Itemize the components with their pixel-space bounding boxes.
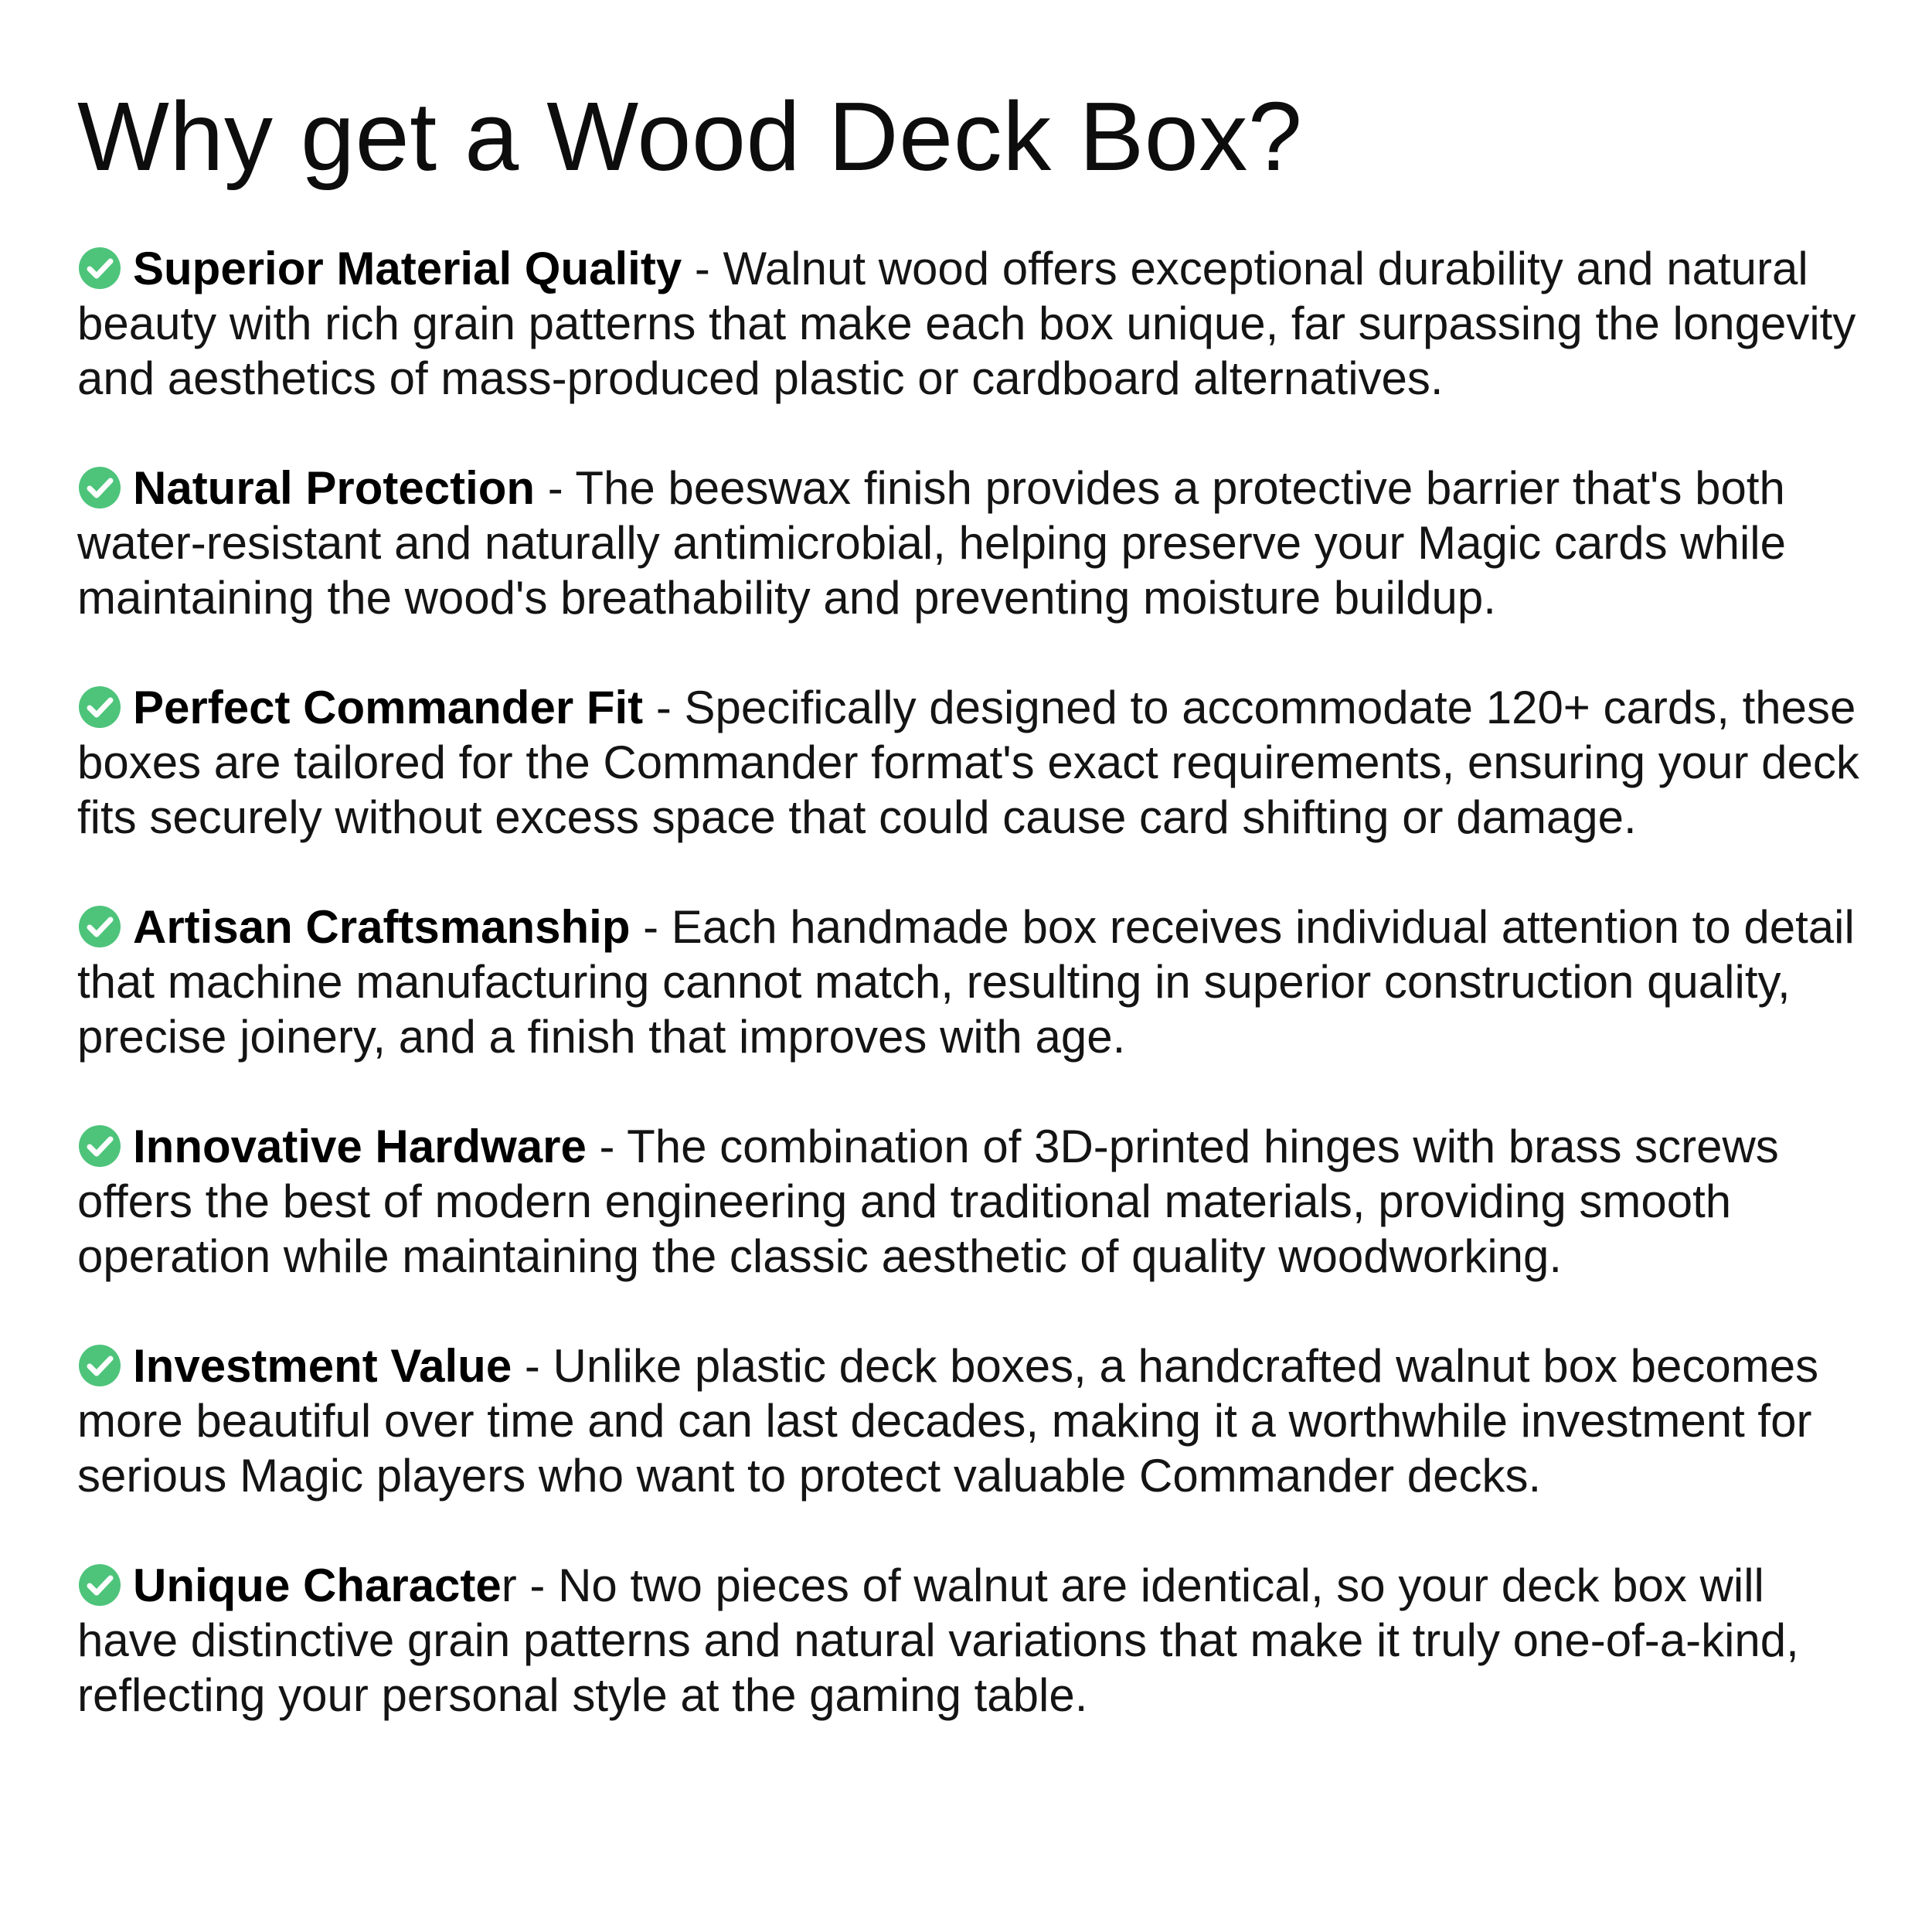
- feature-description: - Walnut wood offers exceptional durability and natural beauty with rich grain patterns that make each box unique, far surpassing the longevity and aesthetics of mass-produced plastic or cardboard alternatives.: [77, 243, 1856, 404]
- feature-description: - The combination of 3D-printed hinges with brass screws offers the best of modern engineering and traditional materials, providing smooth operation while maintaining the classic aesthetic of quality woodworking.: [77, 1121, 1779, 1282]
- check-circle-icon: [77, 1124, 122, 1168]
- feature-description: - Unlike plastic deck boxes, a handcrafted walnut box becomes more beautiful over time and can last decades, making it a worthwhile investment for serious Magic players who want to protect valuable Commander decks.: [77, 1340, 1819, 1502]
- feature-title: Unique Characte: [133, 1560, 502, 1611]
- check-circle-icon: [77, 904, 122, 949]
- feature-item: [77, 900, 1864, 1064]
- feature-title-rest: r: [501, 1560, 517, 1611]
- feature-title: Superior Material Quality: [133, 243, 682, 294]
- feature-item: [77, 1558, 1864, 1723]
- feature-title: Investment Value: [133, 1340, 512, 1392]
- feature-title: Innovative Hardware: [133, 1121, 587, 1172]
- feature-description: - Specifically designed to accommodate 120+ cards, these boxes are tailored for the Commander format's exact requirements, ensuring your deck fits securely without excess space that could cause card shifting or damage.: [77, 682, 1859, 843]
- check-circle-icon: [77, 246, 122, 291]
- feature-description: - No two pieces of walnut are identical, so your deck box will have distinctive grain patterns and natural variations that make it truly one-of-a-kind, reflecting your personal style at the gaming table.: [77, 1560, 1799, 1721]
- feature-description: - Each handmade box receives individual attention to detail that machine manufacturing cannot match, resulting in superior construction quality, precise joinery, and a finish that improves with age.: [77, 901, 1855, 1063]
- check-circle-icon: [77, 1563, 122, 1607]
- page-title: Why get a Wood Deck Box?: [77, 82, 1303, 191]
- feature-description: - The beeswax finish provides a protective barrier that's both water-resistant and naturally antimicrobial, helping preserve your Magic cards while maintaining the wood's breathability and preventing moisture buildup.: [77, 462, 1787, 624]
- feature-item: [77, 461, 1864, 625]
- feature-item: [77, 1338, 1864, 1503]
- check-circle-icon: [77, 465, 122, 510]
- feature-title: Perfect Commander Fit: [133, 682, 644, 733]
- feature-item: [77, 680, 1864, 845]
- check-circle-icon: [77, 1343, 122, 1388]
- feature-item: [77, 1119, 1864, 1284]
- feature-list: [77, 241, 1864, 1723]
- check-circle-icon: [77, 685, 122, 730]
- feature-title: Natural Protection: [133, 462, 536, 514]
- feature-title: Artisan Craftsmanship: [133, 901, 631, 953]
- feature-item: [77, 241, 1864, 406]
